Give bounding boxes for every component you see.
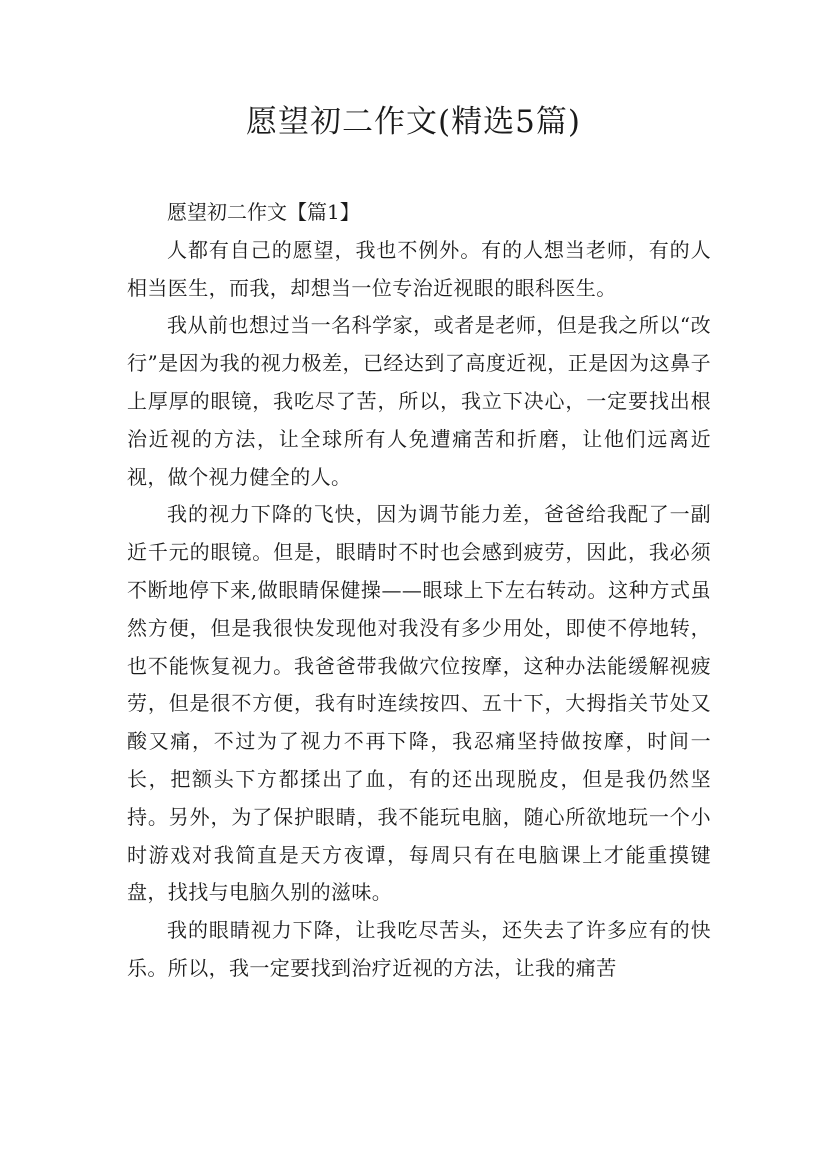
document-title: 愿望初二作文(精选5篇) [246,104,581,140]
paragraph-2: 我从前也想过当一名科学家，或者是老师，但是我之所以“改行”是因为我的视力极差，已经达到了高度近视，正是因为这鼻子上厚厚的眼镜，我吃尽了苦，所以，我立下决心，一定要找出根治近视的方法，让全球所有人免遭痛苦和折磨，让他们远离近视，做个视力健全的人。 [127,313,711,489]
paragraph-4: 我的眼睛视力下降，让我吃尽苦头，还失去了许多应有的快乐。所以，我一定要找到治疗近视的方法，让我的痛苦 [127,918,711,980]
paragraph-1: 人都有自己的愿望，我也不例外。有的人想当老师，有的人相当医生，而我，却想当一位专治近视眼的眼科医生。 [127,237,711,300]
document-body [127,194,711,988]
paragraph-3: 我的视力下降的飞快，因为调节能力差，爸爸给我配了一副近千元的眼镜。但是，眼睛时不时也会感到疲劳，因此，我必须不断地停下来,做眼睛保健操——眼球上下左右转动。这种方式虽然方便，但是我很快发现他对我没有多少用处，即使不停地转，也不能恢复视力。我爸爸带我做穴位按摩，这种办法能缓解视疲劳，但是很不方便，我有时连续按四、五十下，大拇指关节处又酸又痛，不过为了视力不再下降，我忍痛坚持做按摩，时间一长，把额头下方都揉出了血，有的还出现脱皮，但是我仍然坚持。另外，为了保护眼睛，我不能玩电脑，随心所欲地玩一个小时游戏对我简直是天方夜谭，每周只有在电脑课上才能重摸键盘，找找与电脑久别的滋味。 [127,502,711,905]
section-heading: 愿望初二作文【篇1】 [167,200,360,224]
